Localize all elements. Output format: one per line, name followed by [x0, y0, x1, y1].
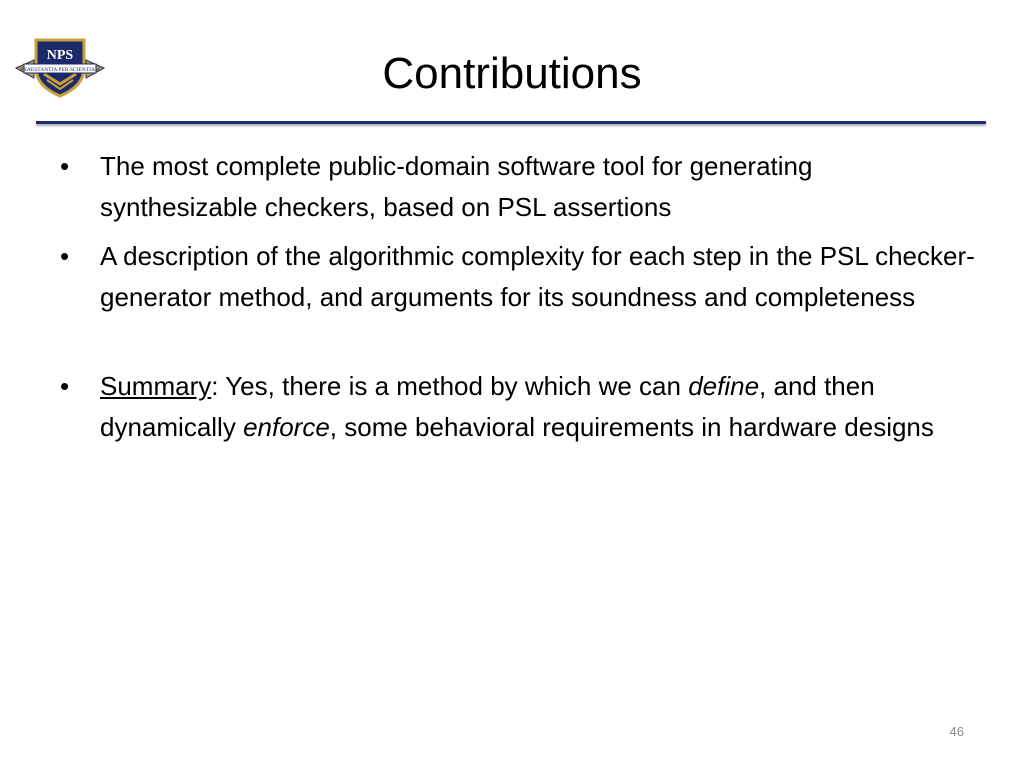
- title-divider: [36, 121, 986, 124]
- page-number: 46: [949, 724, 964, 739]
- slide-title: Contributions: [382, 49, 642, 98]
- bullet-marker: •: [60, 371, 70, 401]
- bullet-text: A description of the algorithmic complexity for each step in the PSL checker-generator method, and arguments for its soundness and completeness: [100, 241, 975, 312]
- bullet-item: [56, 146, 976, 228]
- emphasis-enforce: enforce: [243, 412, 330, 442]
- bullet-list: [56, 146, 976, 456]
- emphasis-define: define: [688, 371, 760, 401]
- bullet-text: The most complete public-domain software tool for generating synthesizable checkers, based on PSL assertions: [100, 151, 813, 222]
- bullet-marker: •: [60, 151, 70, 181]
- summary-text-part: , some behavioral requirements in hardware designs: [329, 412, 934, 442]
- bullet-marker: •: [60, 241, 70, 271]
- summary-label: Summary: [100, 371, 212, 401]
- bullet-item-summary: [56, 366, 976, 448]
- logo-text: NPS: [46, 48, 74, 63]
- summary-text-part: , and then dynamically: [100, 371, 875, 442]
- logo-motto: PRAESTANTIA PER SCIENTIAM: [20, 67, 100, 73]
- bullet-item: [56, 236, 976, 318]
- summary-text-part: : Yes, there is a method by which we can: [211, 371, 689, 401]
